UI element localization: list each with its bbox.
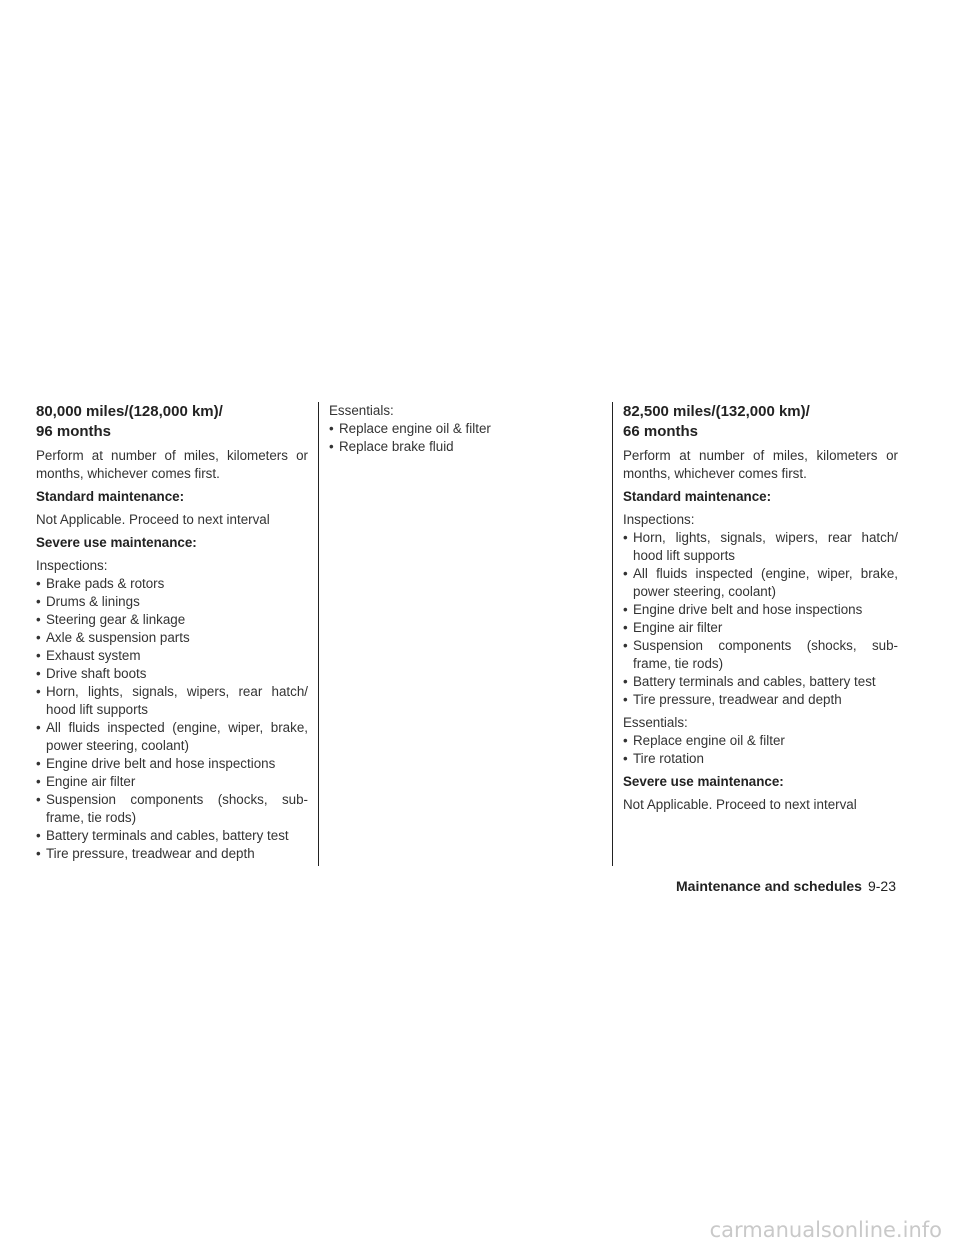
list-item: • Engine air filter: [623, 619, 898, 637]
standard-maintenance-label: Standard maintenance:: [36, 489, 185, 504]
inspections-label: Inspections:: [36, 558, 108, 573]
list-item: • Engine drive belt and hose inspections: [36, 755, 308, 773]
list-item: • Brake pads & rotors: [36, 575, 308, 593]
inspections-list: [623, 529, 898, 709]
list-item: • Drive shaft boots: [36, 665, 308, 683]
list-item: • Replace engine oil & filter: [623, 732, 898, 750]
list-item: • Horn, lights, signals, wipers, rear hatch/ hood lift supports: [623, 529, 898, 565]
inspections-label: Inspections:: [623, 512, 695, 527]
inspections-list: [36, 575, 308, 863]
column-80000-continued: [329, 402, 589, 461]
list-item: • Tire rotation: [623, 750, 898, 768]
list-item: • Steering gear & linkage: [36, 611, 308, 629]
list-item: • All fluids inspected (engine, wiper, brake, power steering, coolant): [36, 719, 308, 755]
essentials-list: [329, 420, 589, 456]
list-item: • Battery terminals and cables, battery test: [623, 673, 898, 691]
list-item: • Engine drive belt and hose inspections: [623, 601, 898, 619]
list-item: • Battery terminals and cables, battery test: [36, 827, 308, 845]
severe-maintenance-label: Severe use maintenance:: [36, 535, 197, 550]
list-item: • Suspension components (shocks, sub-frame, tie rods): [36, 791, 308, 827]
column-divider: [612, 402, 613, 866]
severe-maintenance-text: Not Applicable. Proceed to next interval: [623, 797, 857, 812]
standard-maintenance-text: Not Applicable. Proceed to next interval: [36, 512, 270, 527]
essentials-label: Essentials:: [623, 715, 688, 730]
list-item: • Axle & suspension parts: [36, 629, 308, 647]
page-number: 9-23: [867, 878, 896, 894]
essentials-label: Essentials:: [329, 403, 394, 418]
list-item: • Replace brake fluid: [329, 438, 589, 456]
list-item: • All fluids inspected (engine, wiper, brake, power steering, coolant): [623, 565, 898, 601]
column-80000-miles: [36, 402, 308, 868]
standard-maintenance-label: Standard maintenance:: [623, 489, 772, 504]
watermark: carmanualsonline.info: [709, 1218, 942, 1242]
list-item: • Drums & linings: [36, 593, 308, 611]
page-footer: [650, 878, 896, 894]
list-item: • Horn, lights, signals, wipers, rear hatch/ hood lift supports: [36, 683, 308, 719]
interval-intro: Perform at number of miles, kilometers or months, whichever comes first.: [36, 448, 308, 481]
list-item: • Tire pressure, treadwear and depth: [623, 691, 898, 709]
list-item: • Suspension components (shocks, sub-frame, tie rods): [623, 637, 898, 673]
interval-heading-82500: 82,500 miles/(132,000 km)/ 66 months: [623, 403, 810, 440]
interval-heading-80000: 80,000 miles/(128,000 km)/ 96 months: [36, 403, 223, 440]
column-82500-miles: [623, 402, 898, 819]
essentials-list: [623, 732, 898, 768]
section-title: Maintenance and schedules: [676, 878, 862, 894]
severe-maintenance-label: Severe use maintenance:: [623, 774, 784, 789]
interval-intro: Perform at number of miles, kilometers or months, whichever comes first.: [623, 448, 898, 481]
column-divider: [318, 402, 319, 866]
list-item: • Exhaust system: [36, 647, 308, 665]
list-item: • Tire pressure, treadwear and depth: [36, 845, 308, 863]
list-item: • Replace engine oil & filter: [329, 420, 589, 438]
list-item: • Engine air filter: [36, 773, 308, 791]
